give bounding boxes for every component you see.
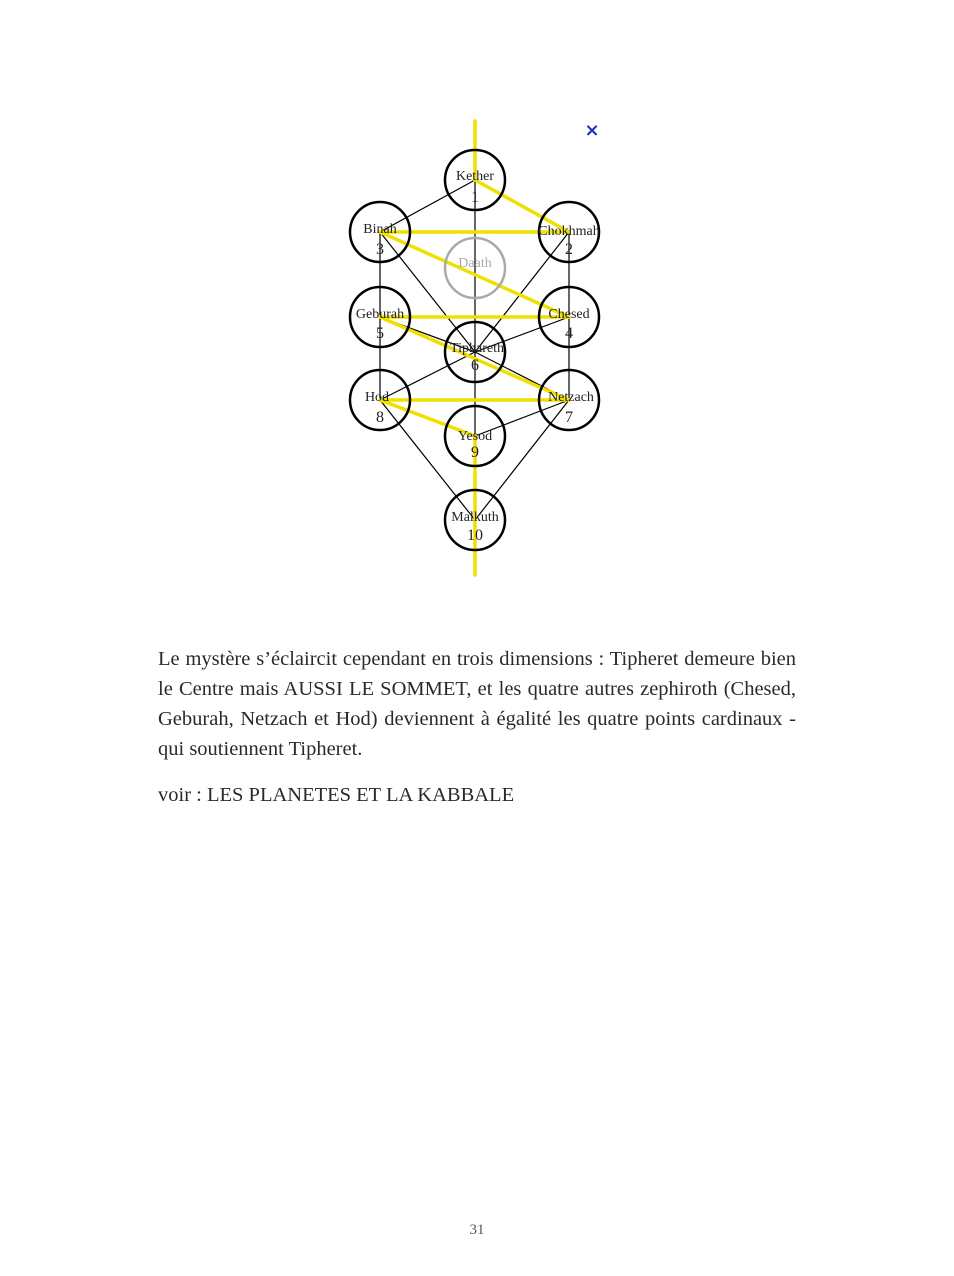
sephira-number: 3	[376, 241, 384, 258]
sephira-name: Geburah	[355, 307, 405, 322]
page-number: 31	[469, 1222, 485, 1238]
sephira-name: Kether	[455, 169, 495, 184]
tree-of-life-diagram	[340, 115, 610, 580]
sephira-name: Hod	[364, 390, 390, 405]
sephira-number: 9	[471, 444, 479, 461]
sephira-name: Malkuth	[451, 510, 499, 525]
close-icon[interactable]: ×	[584, 120, 600, 141]
sephira-number: 2	[565, 241, 573, 258]
sephira-number: 4	[565, 325, 573, 342]
sephira-number: 5	[376, 325, 384, 342]
sephira-name: Chokhmah	[538, 224, 600, 239]
sephira-number: 8	[376, 409, 384, 426]
sephira-number: 10	[467, 527, 483, 544]
sephira-name: Tiphareth	[450, 341, 504, 356]
body-paragraph: Le mystère s’éclaircit cependant en trois dimensions : Tipheret demeure bien le Centre mais AUSSI LE SOMMET, et les quatre autres zephiroth (Chesed, Geburah, Netzach et Hod) deviennent à égalité les quatre points cardinaux - qui soutiennent Tipheret.	[158, 648, 796, 760]
sephira-name: Yesod	[457, 429, 493, 444]
sephira-name: Netzach	[548, 390, 594, 405]
sephira-name: Chesed	[548, 307, 590, 322]
sephira-number: 7	[565, 409, 573, 426]
daath-label: Daath	[458, 256, 492, 271]
sephira-tiphareth	[445, 322, 505, 382]
see-also-link[interactable]: voir : LES PLANETES ET LA KABBALE	[158, 784, 515, 806]
sephira-number: 1	[471, 189, 479, 206]
sephira-name: Binah	[363, 222, 397, 237]
sephira-chokhmah	[538, 202, 599, 262]
sephira-number: 6	[471, 357, 479, 374]
